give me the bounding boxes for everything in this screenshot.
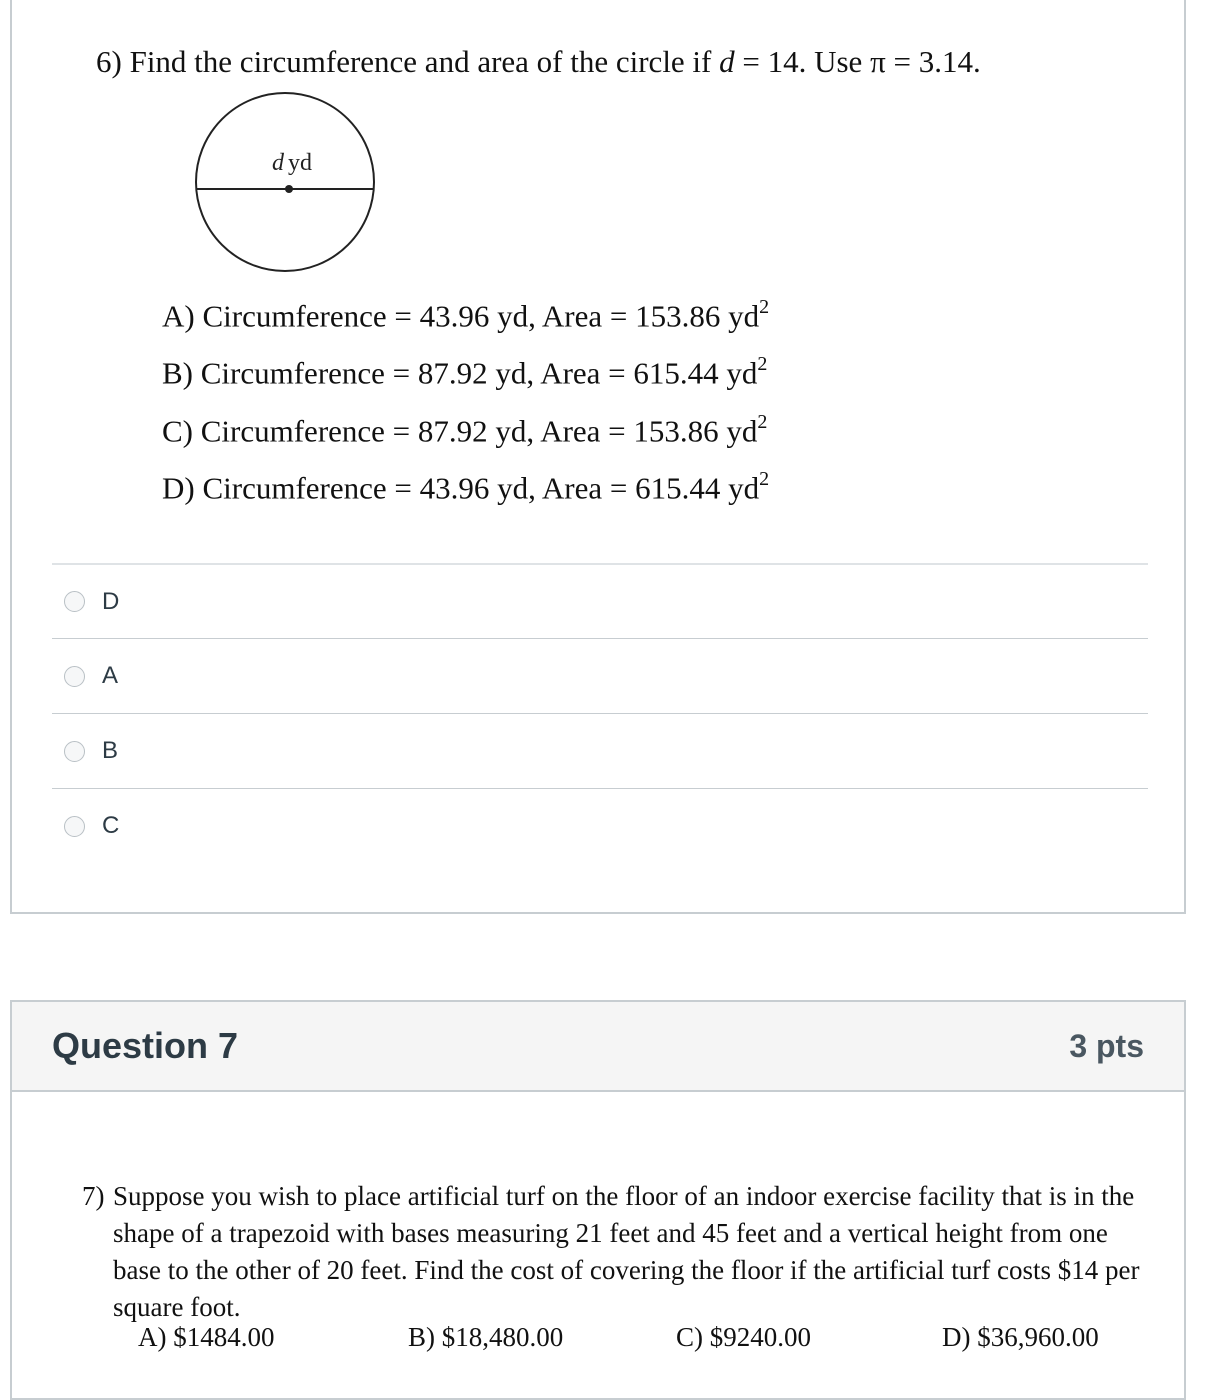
answer-label: B bbox=[102, 737, 119, 764]
question-7-card bbox=[10, 1000, 1186, 1400]
question-7-text: 7) Suppose you wish to place artificial turf on the floor of an indoor exercise facility that is in the shape of a trapezoid with bases measuring 21 feet and 45 feet and a vertical height from one base to the other of 20 feet. Find the cost of covering the floor if the artificial turf costs $14 per square foot. bbox=[82, 1181, 1140, 1322]
question-6-text: 6) Find the circumference and area of the circle if d = 14. Use π = 3.14. bbox=[96, 44, 981, 79]
svg-text:dyd bbox=[272, 150, 312, 176]
choice-a: A) Circumference = 43.96 yd, Area = 153.86 $yd^2$ bbox=[162, 296, 770, 334]
answer-options bbox=[52, 563, 1148, 863]
radio-button[interactable] bbox=[64, 591, 85, 612]
choice-d: D) Circumference = 43.96 yd, Area = 615.44 $yd^2$ bbox=[162, 467, 770, 506]
diameter-label-unit: yd bbox=[288, 150, 312, 176]
answer-option-c[interactable] bbox=[52, 788, 1148, 863]
answer-option-a[interactable] bbox=[52, 638, 1148, 713]
answer-option-b[interactable] bbox=[52, 713, 1148, 788]
answer-option-d[interactable] bbox=[52, 563, 1148, 638]
answer-label: D bbox=[102, 587, 120, 615]
choice-b: B) Circumference = 87.92 yd, Area = 615.44 $yd^2$ bbox=[162, 353, 768, 391]
choice-c: C) Circumference = 87.92 yd, Area = 153.86 $yd^2$ bbox=[162, 410, 768, 448]
option-d: D) $36,960.00 bbox=[942, 1322, 1099, 1352]
option-c: C) $9240.00 bbox=[676, 1322, 811, 1352]
question-title: Question 7 bbox=[52, 1025, 239, 1066]
question-7-header bbox=[12, 1002, 1184, 1092]
radio-button[interactable] bbox=[64, 666, 85, 687]
radio-button[interactable] bbox=[64, 741, 85, 762]
answer-label: A bbox=[102, 662, 119, 689]
question-6-choices bbox=[162, 284, 769, 513]
option-a: A) $1484.00 bbox=[138, 1322, 275, 1352]
option-b: B) $18,480.00 bbox=[408, 1322, 564, 1352]
question-6-card bbox=[10, 0, 1186, 914]
radio-button[interactable] bbox=[64, 816, 85, 837]
circle-diagram bbox=[180, 90, 380, 280]
diameter-label-var: d bbox=[272, 150, 284, 176]
answer-label: C bbox=[102, 812, 120, 839]
question-points: 3 pts bbox=[1069, 1027, 1144, 1064]
